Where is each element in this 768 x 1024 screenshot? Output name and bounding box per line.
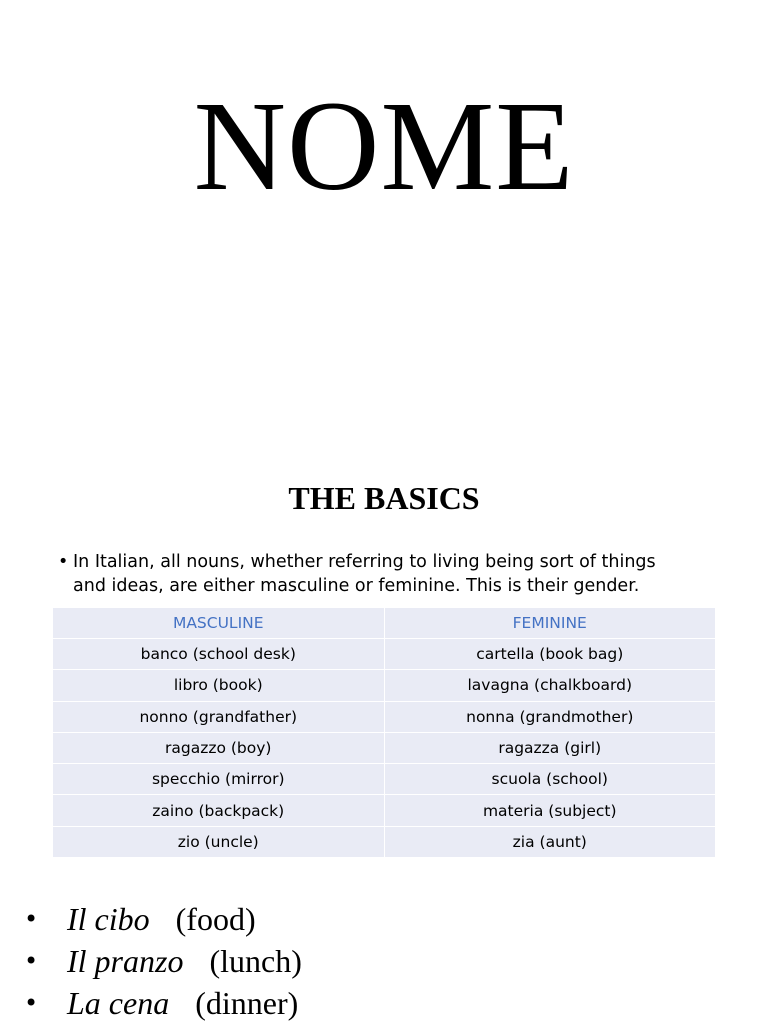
bullet-icon: • <box>58 552 69 572</box>
intro-bullet <box>58 550 718 598</box>
english-translation: (lunch) <box>209 943 302 979</box>
italian-word: Il pranzo <box>67 943 184 979</box>
table-header-row <box>53 608 715 639</box>
header-feminine: FEMININE <box>384 608 715 639</box>
bullet-icon: • <box>24 989 39 1017</box>
list-item <box>24 982 302 1024</box>
italian-word: La cena <box>67 985 170 1021</box>
feminine-noun: zia (aunt) <box>384 826 715 857</box>
table-row <box>53 732 715 763</box>
masculine-noun: zaino (backpack) <box>53 795 384 826</box>
feminine-noun: ragazza (girl) <box>384 732 715 763</box>
intro-line-2: and ideas, are either masculine or feminine. This is their gender. <box>73 576 640 596</box>
table-row <box>53 639 715 670</box>
list-item <box>24 940 302 982</box>
feminine-noun: lavagna (chalkboard) <box>384 670 715 701</box>
header-masculine: MASCULINE <box>53 608 384 639</box>
english-translation: (food) <box>175 901 256 937</box>
english-translation: (dinner) <box>195 985 299 1021</box>
bullet-icon: • <box>24 947 39 975</box>
list-item <box>24 898 302 940</box>
table-row <box>53 826 715 857</box>
gender-table <box>53 608 715 858</box>
feminine-noun: cartella (book bag) <box>384 639 715 670</box>
masculine-noun: ragazzo (boy) <box>53 732 384 763</box>
masculine-noun: specchio (mirror) <box>53 764 384 795</box>
slide-title-nome: NOME <box>193 75 575 217</box>
masculine-noun: libro (book) <box>53 670 384 701</box>
table-row <box>53 764 715 795</box>
masculine-noun: nonno (grandfather) <box>53 701 384 732</box>
feminine-noun: nonna (grandmother) <box>384 701 715 732</box>
basics-title: THE BASICS <box>288 480 480 516</box>
masculine-noun: banco (school desk) <box>53 639 384 670</box>
table-row <box>53 795 715 826</box>
food-list <box>24 898 302 1024</box>
food-slide <box>0 870 768 1024</box>
table-row <box>53 670 715 701</box>
feminine-noun: materia (subject) <box>384 795 715 826</box>
title-slide <box>0 0 768 470</box>
bullet-icon: • <box>24 905 39 933</box>
intro-line-1: In Italian, all nouns, whether referring to living being sort of things <box>73 552 656 572</box>
table-row <box>53 701 715 732</box>
italian-word: Il cibo <box>67 901 150 937</box>
basics-slide <box>0 470 768 870</box>
masculine-noun: zio (uncle) <box>53 826 384 857</box>
feminine-noun: scuola (school) <box>384 764 715 795</box>
